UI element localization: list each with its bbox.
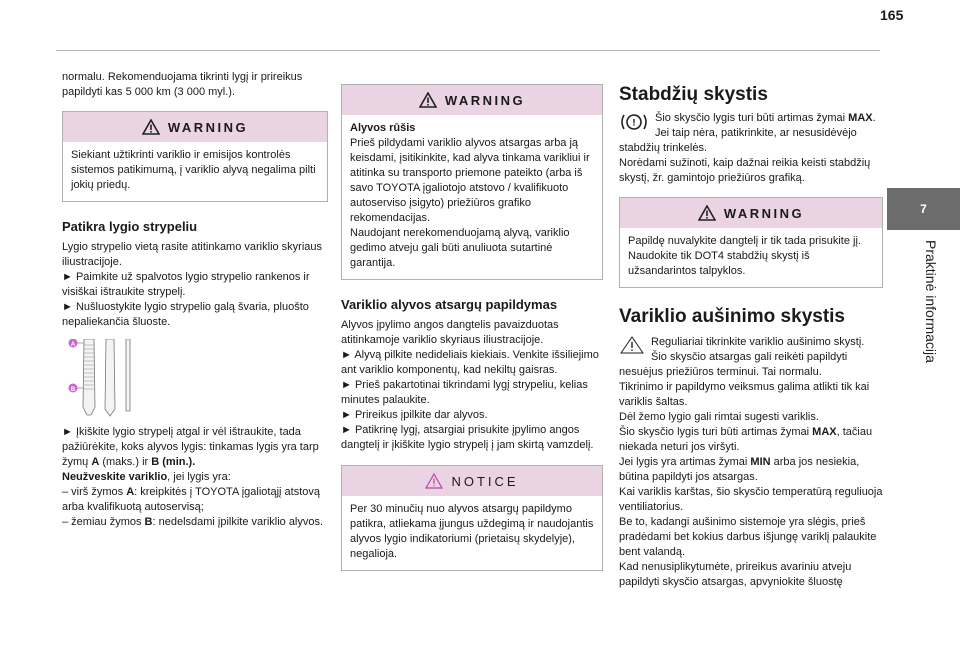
- brake-fluid-text: ! Šio skysčio lygis turi būti artimas žymai MAX. Jei taip nėra, patikrinkite, ar nesusidėvėjo stabdžių trinkelės.: [619, 112, 876, 154]
- refill-bullet-2: ► Prieš pakartotinai tikrindami lygį strypeliu, kelias minutes palaukite.: [341, 379, 588, 406]
- refill-bullet-1: ► Alyvą pilkite nedideliais kiekiais. Venkite išsiliejimo ant variklio komponentų, kad nekiltų gaisras.: [341, 349, 599, 376]
- dipstick-heading: Patikra lygio strypeliu: [62, 219, 198, 234]
- svg-text:!: !: [632, 117, 636, 128]
- warning-text: Prieš pildydami variklio alyvos atsargas arba ją keisdami, įsitikinkite, kad alyva tinkama varikliui ir atitinka su transporto priemone pateikto (arba iš savo TOYOTA įgaliotojo atstovo / kvalifikuoto autoserviso įsigyto) priežiūros grafiko rekomendacijas.: [350, 137, 590, 224]
- dipstick-text-2: ► Paimkite už spalvotos lygio strypelio rankenos ir visiškai ištraukite strypelį.: [62, 271, 310, 298]
- warning-box-additives: [62, 111, 328, 202]
- coolant-line-2: Šio skysčio atsargas gali reikėti papildyti nesuėjus priežiūros terminui. Tai normalu.: [619, 351, 848, 378]
- coolant-line-5: Šio skysčio lygis turi būti artimas žymai MAX, tačiau niekada neturi jos viršyti.: [619, 426, 873, 453]
- coolant-line-6: Jei lygis yra artimas žymai MIN arba jos nesiekia, būtina papildyti jos atsargas.: [619, 456, 860, 483]
- warning-title: WARNING: [167, 119, 249, 135]
- coolant-line-7: Kai variklis karštas, šio skysčio temperatūrą reguliuoja ventiliatorius.: [619, 486, 883, 513]
- coolant-line-3: Tikrinimo ir papildymo veiksmus galima atlikti tik kai variklis šaltas.: [619, 381, 870, 408]
- warning-text-2: Naudojant nerekomenduojamą alyvą, variklio gedimo atveju gali būti anuliuota sutartinė garantija.: [350, 227, 570, 269]
- warning-header: [342, 85, 602, 115]
- brake-fluid-heading: Stabdžių skystis: [619, 84, 768, 105]
- warning-box-brake: [619, 197, 883, 288]
- dipstick-illustration: [62, 339, 182, 419]
- notice-header: [342, 466, 602, 496]
- coolant-line-1: Reguliariai tikrinkite variklio aušinimo skystį.: [619, 335, 883, 350]
- caution-triangle-icon: [619, 335, 645, 355]
- warning-box-oil-type: [341, 84, 603, 280]
- warning-triangle-icon: [698, 205, 716, 221]
- warning-header: [620, 198, 882, 228]
- brake-fluid-icon: [619, 111, 649, 133]
- top-divider: [56, 50, 880, 51]
- warning-text: Siekiant užtikrinti variklio ir emisijos kontrolės sistemos patikimumą, į variklio alyvą negalima pilti jokių priedų.: [71, 149, 316, 191]
- warning-triangle-icon: [419, 92, 437, 108]
- warning-title: WARNING: [723, 205, 805, 221]
- warning-title: WARNING: [444, 92, 526, 108]
- dipstick-text-3: ► Nušluostykite lygio strypelio galą švaria, pluošto nepaliekančia šluoste.: [62, 301, 309, 328]
- dash-item-below: – žemiau žymos B: nedelsdami įpilkite variklio alyvos.: [62, 516, 324, 528]
- notice-box: [341, 465, 603, 571]
- coolant-line-4: Dėl žemo lygio gali rimtai sugesti variklis.: [619, 411, 819, 423]
- warning-header: [63, 112, 327, 142]
- coolant-line-8: Be to, kadangi aušinimo sistemoje yra slėgis, prieš pradėdami bet kokius darbus išjungę variklį palaukite bent valandą.: [619, 516, 877, 558]
- notice-title: NOTICE: [451, 473, 519, 489]
- intro-text: normalu. Rekomenduojama tikrinti lygį ir prireikus papildyti kas 5 000 km (3 000 myl.).: [62, 71, 303, 98]
- column-1: [62, 70, 328, 530]
- dash-item-above: – virš žymos A: kreipkitės į TOYOTA įgaliotąjį atstovą arba kvalifikuotą autoservisą;: [62, 486, 320, 513]
- chapter-title: Praktinė informacija: [923, 240, 939, 363]
- refill-bullet-3: ► Prireikus įpilkite dar alyvos.: [341, 409, 488, 421]
- refill-text: Alyvos įpylimo angos dangtelis pavaizduotas atitinkamoje variklio skyriaus iliustracijoje.: [341, 319, 559, 346]
- notice-triangle-icon: [425, 473, 443, 489]
- coolant-heading: Variklio aušinimo skystis: [619, 306, 845, 327]
- warning-subtitle: Alyvos rūšis: [350, 122, 416, 134]
- chapter-tab[interactable]: 7: [887, 188, 960, 230]
- warning-triangle-icon: [142, 119, 160, 135]
- coolant-line-9: Kad nenusiplikytumėte, prireikus avariniu atveju papildyti skysčio atsargas, apvyniokite šluostę: [619, 561, 852, 588]
- dipstick-text-1: Lygio strypelio vietą rasite atitinkamo variklio skyriaus iliustracijoje.: [62, 241, 323, 268]
- label-b: B: [70, 387, 76, 393]
- dipstick-check-text: ► Įkiškite lygio strypelį atgal ir vėl ištraukite, tada pažiūrėkite, koks alyvos lygis: tinkamas lygis yra tarp žymų A (maks.) ir B (min.). Neužveskite variklio, jei lygis yra:: [62, 426, 319, 483]
- dipstick-diagram: [62, 339, 182, 419]
- warning-text: Papildę nuvalykite dangtelį ir tik tada prisukite jį. Naudokite tik DOT4 stabdžių skystį iš užsandarintos talpyklos.: [628, 235, 861, 277]
- column-3: [619, 84, 883, 590]
- column-2: [341, 84, 603, 571]
- refill-bullet-4: ► Patikrinę lygį, atsargiai prisukite įpylimo angos dangtelį ir įkiškite lygio strypelį į jam skirtą vamzdelį.: [341, 424, 594, 451]
- label-a: A: [70, 342, 76, 348]
- brake-fluid-text-2: Norėdami sužinoti, kaip dažnai reikia keisti stabdžių skystį, žr. gamintojo priežiūros grafiką.: [619, 157, 871, 184]
- notice-text: Per 30 minučių nuo alyvos atsargų papildymo patikra, atliekama įjungus uždegimą ir naudojantis alyvos lygio indikatoriumi (prietaisų skydelyje), negalioja.: [350, 503, 594, 560]
- page-number: 165: [880, 7, 904, 23]
- refill-heading: Variklio alyvos atsargų papildymas: [341, 297, 558, 312]
